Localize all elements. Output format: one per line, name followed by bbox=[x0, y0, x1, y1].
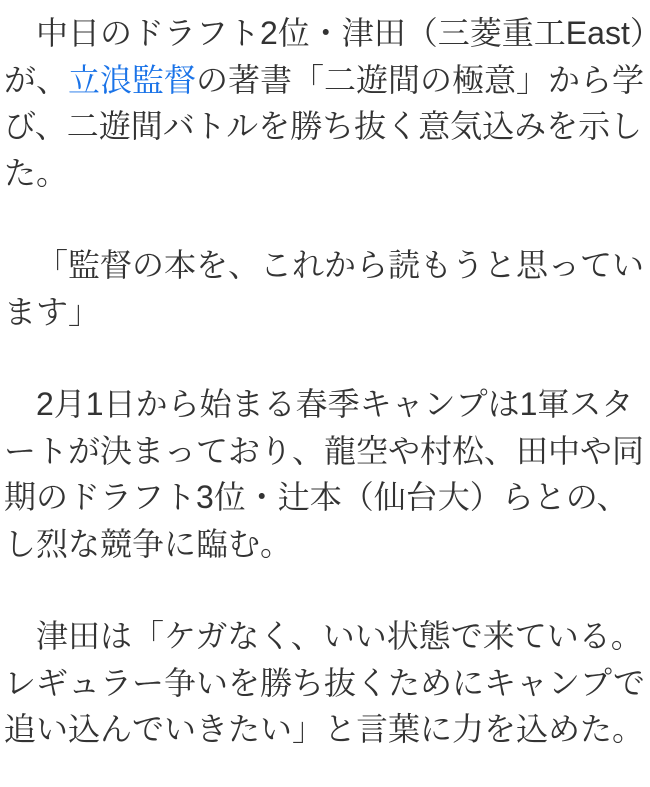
paragraph-lead bbox=[4, 10, 646, 196]
lead-text-before-link: 中日のドラフト2位・津田（三菱重工East）が、 bbox=[4, 15, 646, 98]
tatsunami-manager-link[interactable]: 立浪監督 bbox=[68, 61, 197, 98]
paragraph-quote: 「監督の本を、これから読もうと思っています」 bbox=[4, 247, 645, 330]
paragraph-closing-quote: 津田は「ケガなく、いい状態で来ている。レギュラー争いを勝ち抜くためにキャンプで追い込んでいきたい」と言葉に力を込めた。 bbox=[4, 618, 645, 747]
lead-text-after-link: の著書「二遊間の極意」から学び、二遊間バトルを勝ち抜く意気込みを示した。 bbox=[4, 61, 645, 191]
paragraph-camp-info: 2月1日から始まる春季キャンプは1軍スタートが決まっており、龍空や村松、田中や同期のドラフト3位・辻本（仙台大）らとの、し烈な競争に臨む。 bbox=[4, 386, 645, 562]
